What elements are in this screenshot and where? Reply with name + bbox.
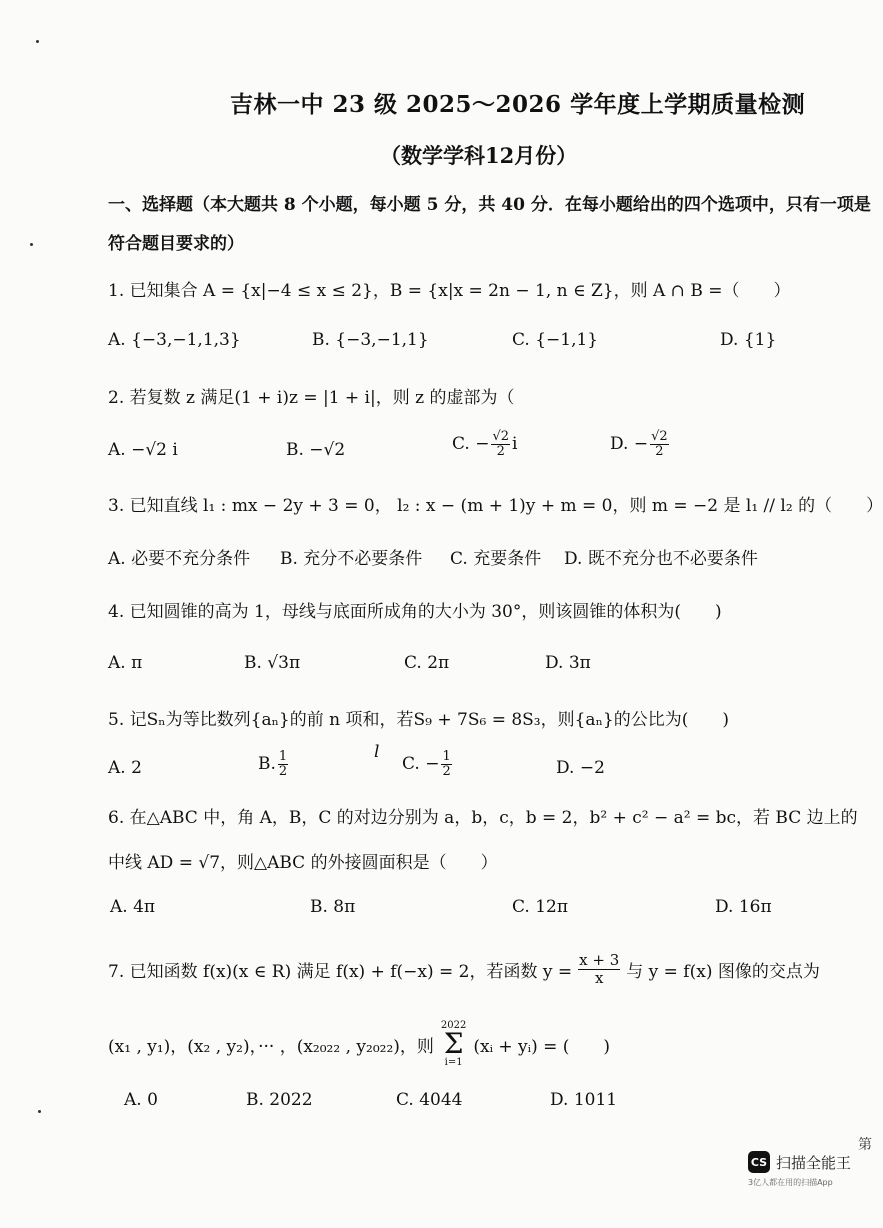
question-6-option-c: C. 12π: [512, 897, 569, 917]
option-b-label: B.: [258, 754, 276, 774]
question-1-option-d: D. {1}: [720, 330, 777, 350]
question-7-option-a: A. 0: [124, 1090, 158, 1110]
imaginary-unit: i: [512, 434, 518, 454]
fraction-denominator: 2: [442, 764, 451, 779]
question-6-stem-line1: 6. 在△ABC 中，角 A，B，C 的对边分别为 a，b，c，b = 2，b² + c² − a² = bc，若 BC 边上的: [108, 808, 858, 828]
fraction: [441, 750, 451, 779]
question-4-option-d: D. 3π: [545, 653, 591, 673]
fraction: [650, 430, 669, 459]
section-heading: 一、选择题（本大题共 8 个小题，每小题 5 分，共 40 分．在每小题给出的四个选项中，只有一项是: [108, 195, 871, 215]
scanner-logo-icon: CS: [748, 1151, 770, 1173]
question-2-option-b: B. −√2: [286, 440, 346, 460]
question-7-option-b: B. 2022: [246, 1090, 313, 1110]
fraction-denominator: x: [594, 969, 604, 987]
fraction-denominator: 2: [655, 444, 664, 459]
question-6-option-a: A. 4π: [110, 897, 156, 917]
question-7-stem-part-d: (xᵢ + yᵢ) = ( ): [473, 1036, 611, 1057]
question-7-stem-line1: [108, 952, 820, 987]
question-3-option-b: B. 充分不必要条件: [280, 549, 423, 569]
section-heading-cont: 符合题目要求的）: [108, 234, 244, 254]
fraction: [278, 750, 288, 779]
question-7-option-c: C. 4044: [396, 1090, 463, 1110]
sigma-symbol: Σ: [443, 1027, 464, 1060]
option-d-label: D. −: [610, 434, 649, 454]
question-5-option-a: A. 2: [108, 758, 142, 778]
sum-lower-limit: i=1: [444, 1057, 463, 1068]
fraction-numerator: x + 3: [579, 951, 620, 969]
question-4-stem: 4. 已知圆锥的高为 1，母线与底面所成角的大小为 30°，则该圆锥的体积为( ): [108, 602, 722, 622]
fraction: [578, 952, 620, 987]
question-6-option-b: B. 8π: [310, 897, 356, 917]
option-c-label: C. −: [402, 754, 440, 774]
handwritten-mark: l: [374, 742, 380, 762]
question-3-stem: 3. 已知直线 l₁ : mx − 2y + 3 = 0， l₂ : x − (m + 1)y + m = 0，则 m = −2 是 l₁ // l₂ 的（ ）: [108, 496, 883, 516]
question-6-stem-line2: 中线 AD = √7，则△ABC 的外接圆面积是（ ）: [108, 853, 498, 873]
question-6-option-d: D. 16π: [715, 897, 772, 917]
question-5-option-c: [402, 750, 454, 779]
page-edge-text: 第: [858, 1137, 872, 1153]
question-2-option-a: A. −√2 i: [108, 440, 178, 460]
question-3-option-a: A. 必要不充分条件: [108, 549, 251, 569]
fraction-numerator: 1: [278, 749, 288, 764]
question-1-option-a: A. {−3,−1,1,3}: [108, 330, 241, 350]
question-5-option-b: [258, 750, 290, 779]
exam-title: 吉林一中 23 级 2025～2026 学年度上学期质量检测: [230, 91, 806, 118]
scan-speck: [38, 1110, 41, 1113]
scanner-watermark: [748, 1151, 851, 1173]
question-3-option-d: D. 既不充分也不必要条件: [564, 549, 758, 569]
fraction-numerator: 1: [442, 749, 451, 764]
question-7-stem-part-a: 7. 已知函数 f(x)(x ∈ R) 满足 f(x) + f(−x) = 2，若函数 y =: [108, 962, 573, 982]
fraction: [491, 430, 510, 459]
question-7-stem-line2: [108, 1020, 610, 1068]
question-1-option-c: C. {−1,1}: [512, 330, 599, 350]
question-7-option-d: D. 1011: [550, 1090, 618, 1110]
fraction-numerator: √2: [492, 429, 510, 444]
fraction-denominator: 2: [496, 444, 505, 459]
option-c-label: C. −: [452, 434, 490, 454]
question-3-option-c: C. 充要条件: [450, 549, 542, 569]
exam-subtitle: （数学学科12月份）: [380, 143, 578, 168]
scanner-tagline: 3亿人都在用的扫描App: [748, 1178, 833, 1187]
question-5-stem: 5. 记Sₙ为等比数列{aₙ}的前 n 项和，若S₉ + 7S₆ = 8S₃，则{aₙ}的公比为( ): [108, 710, 730, 730]
question-2-stem: 2. 若复数 z 满足(1 + i)z = |1 + i|，则 z 的虚部为（: [108, 388, 515, 408]
scanner-app-name: 扫描全能王: [776, 1153, 852, 1172]
summation: [441, 1020, 466, 1068]
question-4-option-b: B. √3π: [244, 653, 301, 673]
scan-speck: [30, 243, 33, 246]
question-1-stem: 1. 已知集合 A = {x|−4 ≤ x ≤ 2}，B = {x|x = 2n − 1, n ∈ Z}，则 A ∩ B =（ ）: [108, 281, 791, 301]
question-1-option-b: B. {−3,−1,1}: [312, 330, 429, 350]
question-4-option-a: A. π: [108, 653, 143, 673]
question-7-stem-part-b: 与 y = f(x) 图像的交点为: [626, 962, 820, 982]
question-2-option-d: [610, 430, 671, 459]
scan-speck: [36, 40, 39, 43]
sum-upper-limit: 2022: [440, 1020, 467, 1031]
question-2-option-c: [452, 430, 517, 459]
fraction-numerator: √2: [651, 429, 668, 444]
question-7-stem-part-c: (x₁ , y₁)，(x₂ , y₂)，··· ，(x₂₀₂₂ , y₂₀₂₂)，则: [108, 1036, 434, 1057]
fraction-denominator: 2: [278, 764, 288, 779]
question-4-option-c: C. 2π: [404, 653, 450, 673]
question-5-option-d: D. −2: [556, 758, 605, 778]
